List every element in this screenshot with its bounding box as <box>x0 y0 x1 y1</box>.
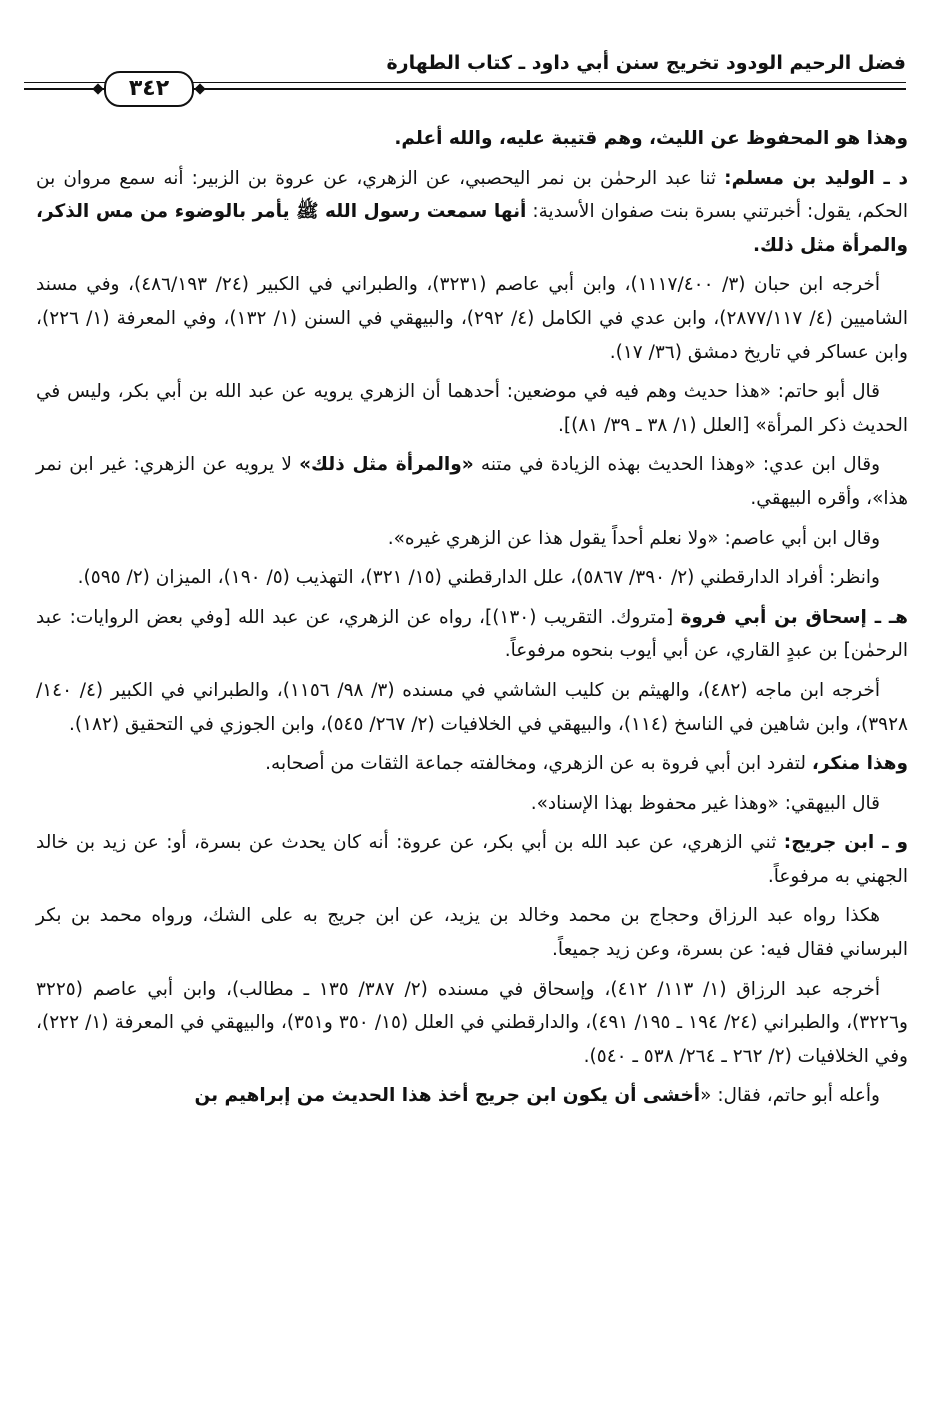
paragraph <box>36 561 908 595</box>
text-run: لتفرد ابن أبي فروة به عن الزهري، ومخالفته جماعة الثقات من أصحابه. <box>265 753 812 775</box>
paragraph <box>36 268 908 369</box>
text-run: أخرجه ابن ماجه (٤٨٢)، والهيثم بن كليب الشاشي في مسنده (٣/ ٩٨/ ١١٥٦)، والطبراني في الكبير (٤/ ١٤٠/ ٣٩٢٨)، وابن شاهين في الناسخ (١١٤)، والبيهقي في الخلافيات (٢/ ٢٦٧/ ٥٤٥)، وابن الجوزي في التحقيق (١٨٢). <box>36 679 908 735</box>
text-run: وانظر: أفراد الدارقطني (٢/ ٣٩٠/ ٥٨٦٧)، علل الدارقطني (١٥/ ٣٢١)، التهذيب (٥/ ١٩٠)، الميزان (٢/ ٥٩٥). <box>77 567 880 589</box>
paragraph <box>36 747 908 781</box>
text-run: أخرجه ابن حبان (٣/ ١١١٧/٤٠٠)، وابن أبي عاصم (٣٢٣١)، والطبراني في الكبير (٢٤/ ٤٨٦/١٩٣)، وفي مسند الشاميين (٤/ ٢٨٧٧/١١٧)، وابن عدي في الكامل (٤/ ٢٩٢)، والبيهقي في السنن (١/ ١٣٢)، وفي المعرفة (١/ ٢٢٦)، وابن عساكر في تاريخ دمشق (٣٦/ ١٧). <box>36 274 908 363</box>
bold-text-run: وهذا هو المحفوظ عن الليث، وهم قتيبة عليه، والله أعلم. <box>394 128 908 149</box>
paragraph <box>36 787 908 821</box>
paragraph <box>36 122 908 156</box>
paragraph <box>36 1079 908 1113</box>
paragraph <box>36 674 908 741</box>
page-body <box>36 122 908 1119</box>
paragraph <box>36 899 908 966</box>
page-header <box>24 38 906 108</box>
paragraph <box>36 601 908 668</box>
text-run: وقال ابن عدي: «وهذا الحديث بهذه الزيادة في متنه <box>473 454 880 476</box>
text-run: قال أبو حاتم: «هذا حديث وهم فيه في موضعين: أحدهما أن الزهري يرويه عن عبد الله بن أبي بكر، وليس في الحديث ذكر المرأة» [العلل (١/ ٣٨ ـ ٣٩/ ٨١)]. <box>36 381 908 436</box>
paragraph <box>36 522 908 556</box>
paragraph <box>36 162 908 263</box>
paragraph <box>36 826 908 893</box>
text-run: وقال ابن أبي عاصم: «ولا نعلم أحداً يقول هذا عن الزهري غيره». <box>387 527 880 549</box>
bold-text-run: هـ ـ إسحاق بن أبي فروة <box>680 606 908 628</box>
bold-text-run: «والمرأة مثل ذلك» <box>299 454 474 476</box>
page-number: ٣٤٢ <box>104 71 194 107</box>
bold-text-run: و ـ ابن جريج: <box>783 832 908 854</box>
bold-text-run: وهذا منكر، <box>811 753 908 775</box>
text-run: وأعله أبو حاتم، فقال: « <box>700 1085 880 1107</box>
running-title: فضل الرحيم الودود تخريج سنن أبي داود ـ كتاب الطهارة <box>386 52 906 74</box>
paragraph <box>36 448 908 515</box>
bold-text-run: أنها سمعت رسول الله ﷺ يأمر بالوضوء من مس الذكر، والمرأة مثل ذلك. <box>36 201 908 256</box>
bold-text-run: د ـ الوليد بن مسلم: <box>724 167 909 189</box>
text-run: لا يرويه عن الزهري: غير ابن نمر هذا»، وأقره البيهقي. <box>36 454 908 509</box>
text-run: قال البيهقي: «وهذا غير محفوظ بهذا الإسناد». <box>530 792 880 814</box>
paragraph <box>36 375 908 442</box>
text-run: [متروك. التقريب (١٣٠)]، رواه عن الزهري، عن عبد الله [وفي بعض الروايات: عبد الرحمٰن] بن عبدٍ القاري، عن أبي أيوب بنحوه مرفوعاً. <box>36 606 908 662</box>
text-run: هكذا رواه عبد الرزاق وحجاج بن محمد وخالد بن يزيد، عن ابن جريج به على الشك، ورواه محمد بن بكر البرساني فقال فيه: عن بسرة، وعن زيد جميعاً. <box>36 905 908 961</box>
text-run: ثنا عبد الرحمٰن بن نمر اليحصبي، عن الزهري، عن عروة بن الزبير: أنه سمع مروان بن الحكم، يقول: أخبرتني بسرة بنت صفوان الأسدية: <box>36 167 908 223</box>
paragraph <box>36 973 908 1074</box>
text-run: أخرجه عبد الرزاق (١/ ١١٣/ ٤١٢)، وإسحاق في مسنده (٢/ ٣٨٧/ ١٣٥ ـ مطالب)، وابن أبي عاصم (٣٢٢٥ و٣٢٢٦)، والطبراني (٢٤/ ١٩٤ ـ ١٩٥/ ٤٩١)، والدارقطني في العلل (١٥/ ٣٥٠ و٣٥١)، والبيهقي في المعرفة (١/ ٢٢٢)، وفي الخلافيات (٢/ ٢٦٢ ـ ٢٦٤/ ٥٣٨ ـ ٥٤٠). <box>36 978 908 1067</box>
text-run: ثني الزهري، عن عبد الله بن أبي بكر، عن عروة: أنه كان يحدث عن بسرة، أو: عن زيد بن خالد الجهني به مرفوعاً. <box>36 832 908 887</box>
bold-text-run: أخشى أن يكون ابن جريج أخذ هذا الحديث من إبراهيم بن <box>194 1085 701 1107</box>
